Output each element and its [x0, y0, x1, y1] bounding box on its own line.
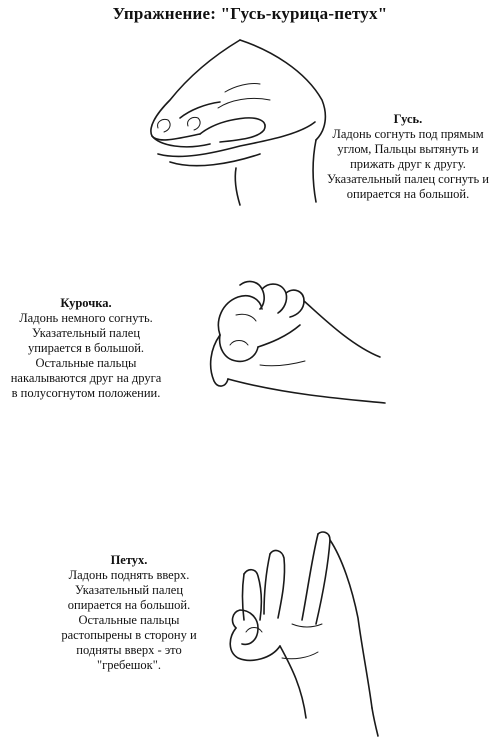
rooster-line: "гребешок".	[97, 658, 161, 672]
rooster-line: Ладонь поднять вверх.	[68, 568, 190, 582]
goose-caption	[318, 112, 498, 202]
rooster-line: растопырены в сторону и	[61, 628, 197, 642]
hen-line: Ладонь немного согнуть.	[19, 311, 153, 325]
hen-line: накалываются друг на друга	[10, 371, 162, 385]
goose-heading: Гусь.	[393, 112, 423, 126]
hen-line: в полусогнутом положении.	[11, 386, 161, 400]
goose-line: углом, Пальцы вытянуть и	[337, 142, 479, 156]
hen-line: упирается в большой.	[27, 341, 145, 355]
rooster-heading: Петух.	[110, 553, 148, 567]
rooster-caption	[40, 553, 218, 673]
goose-line: прижать друг к другу.	[350, 157, 466, 171]
hen-caption	[0, 296, 172, 401]
rooster-line: Остальные пальцы	[78, 613, 180, 627]
goose-line: Указательный палец согнуть и	[327, 172, 489, 186]
hen-heading: Курочка.	[60, 296, 112, 310]
page-title: Упражнение: "Гусь-курица-петух"	[112, 4, 388, 23]
hen-hand-illustration	[200, 275, 390, 415]
hen-line: Указательный палец	[31, 326, 141, 340]
rooster-line: Указательный палец	[74, 583, 184, 597]
rooster-line: опирается на большой.	[67, 598, 191, 612]
goose-line: Ладонь согнуть под прямым	[332, 127, 484, 141]
hen-line: Остальные пальцы	[35, 356, 137, 370]
rooster-hand-illustration	[222, 528, 402, 738]
goose-line: опирается на большой.	[346, 187, 470, 201]
rooster-line: подняты вверх - это	[76, 643, 182, 657]
